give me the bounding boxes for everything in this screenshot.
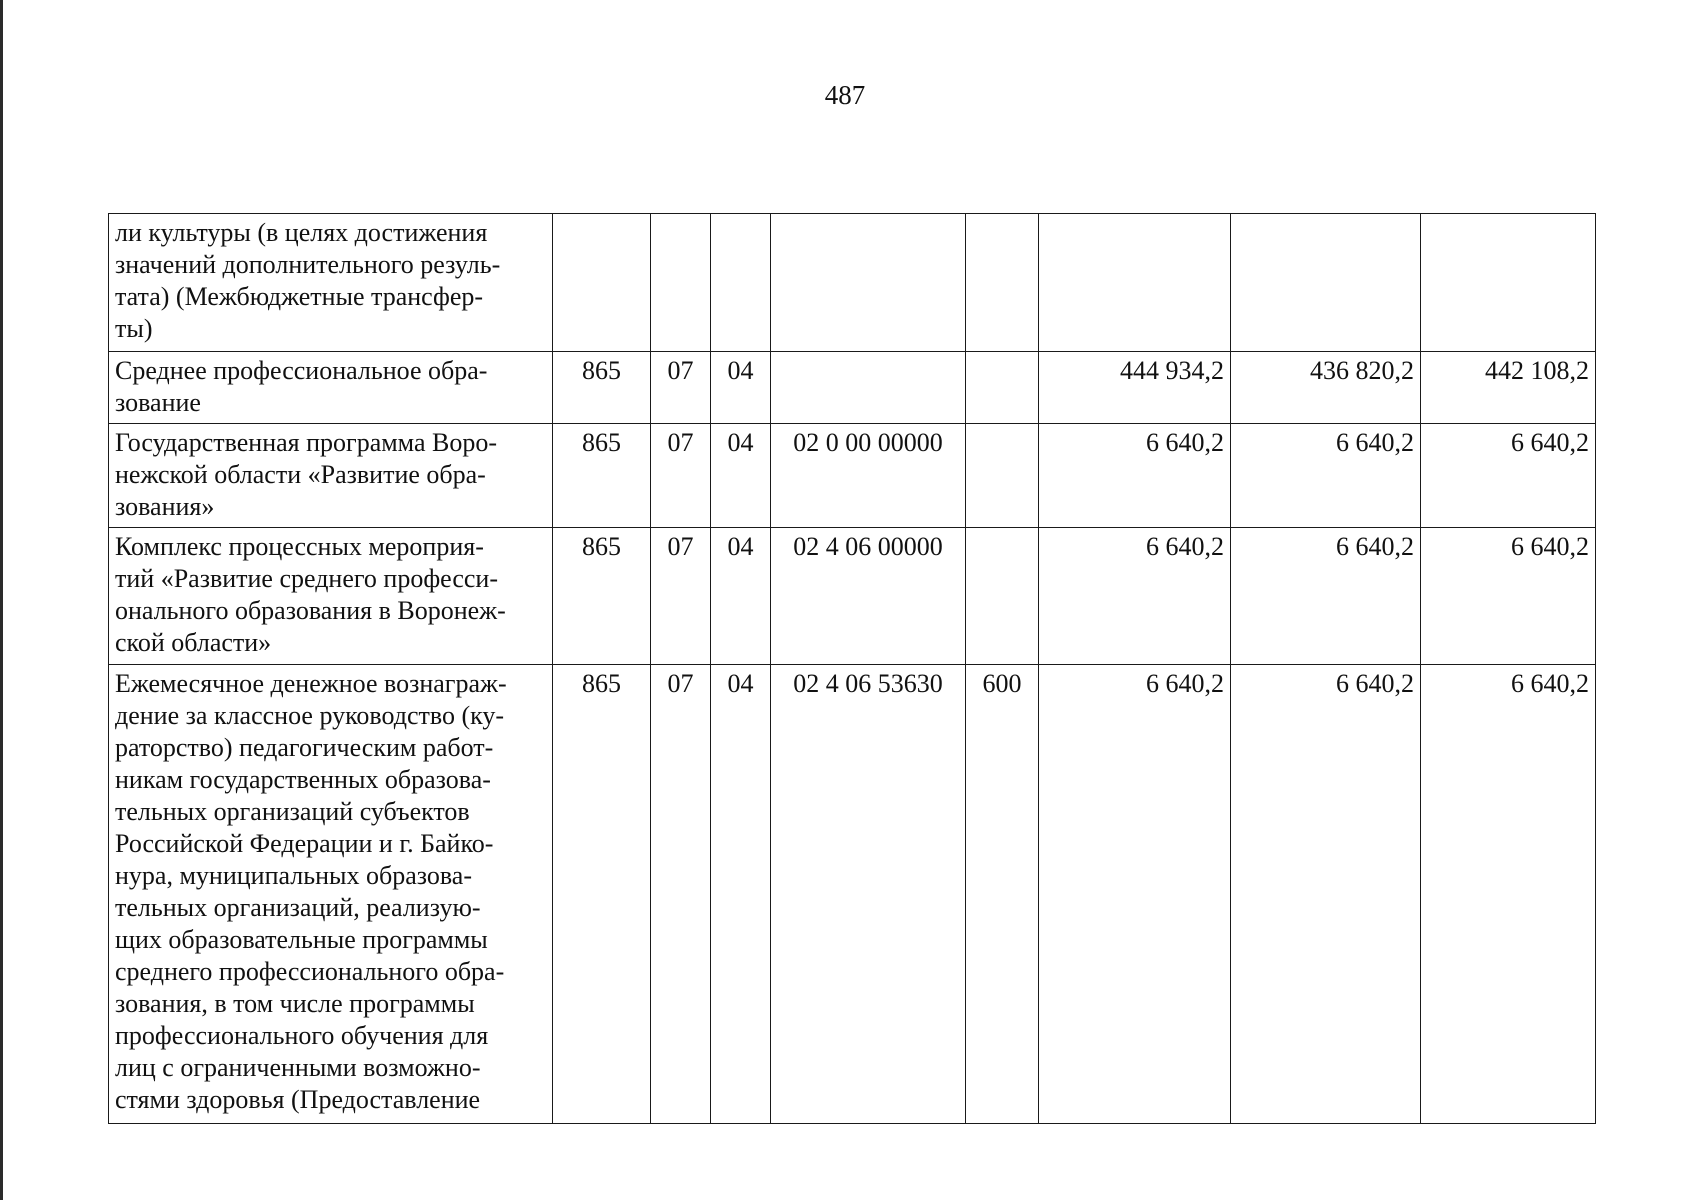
name-line: нежской области «Развитие обра-: [115, 460, 486, 489]
gr-cell: 865: [553, 424, 651, 528]
name-line: Комплекс процессных мероприя-: [115, 532, 484, 561]
year2-cell: [1231, 214, 1421, 352]
vr-cell: [966, 352, 1039, 424]
name-line: ли культуры (в целях достижения: [115, 218, 488, 247]
name-line: раторство) педагогическим работ-: [115, 733, 494, 762]
gr-cell: 865: [553, 352, 651, 424]
rz-cell: [651, 214, 711, 352]
year1-cell: 444 934,2: [1039, 352, 1231, 424]
name-line: Ежемесячное денежное вознаграж-: [115, 669, 507, 698]
row-name-cell: [109, 352, 553, 424]
rz-cell: 07: [651, 665, 711, 1124]
name-line: Государственная программа Воро-: [115, 428, 498, 457]
name-line: тата) (Межбюджетные трансфер-: [115, 282, 484, 311]
year2-cell: 436 820,2: [1231, 352, 1421, 424]
name-line: никам государственных образова-: [115, 765, 491, 794]
year1-cell: 6 640,2: [1039, 528, 1231, 665]
year1-cell: 6 640,2: [1039, 665, 1231, 1124]
name-line: Среднее профессиональное обра-: [115, 356, 488, 385]
gr-cell: [553, 214, 651, 352]
name-line: тий «Развитие среднего професси-: [115, 564, 499, 593]
csr-cell: [771, 352, 966, 424]
pr-cell: 04: [711, 528, 771, 665]
year3-cell: 6 640,2: [1421, 665, 1596, 1124]
name-line: онального образования в Воронеж-: [115, 596, 506, 625]
table-row: [109, 528, 1596, 665]
table-row: [109, 214, 1596, 352]
rz-cell: 07: [651, 424, 711, 528]
csr-cell: 02 4 06 00000: [771, 528, 966, 665]
vr-cell: [966, 528, 1039, 665]
vr-cell: [966, 214, 1039, 352]
table-row: [109, 665, 1596, 1124]
year2-cell: 6 640,2: [1231, 528, 1421, 665]
scan-left-edge: [0, 0, 3, 1200]
name-line: тельных организаций субъектов: [115, 797, 470, 826]
vr-cell: [966, 424, 1039, 528]
name-line: ской области»: [115, 628, 272, 657]
pr-cell: [711, 214, 771, 352]
name-line: тельных организаций, реализую-: [115, 893, 481, 922]
year3-cell: 442 108,2: [1421, 352, 1596, 424]
csr-cell: 02 0 00 00000: [771, 424, 966, 528]
name-line: зование: [115, 388, 201, 417]
name-line: нура, муниципальных образова-: [115, 861, 472, 890]
row-name-cell: [109, 214, 553, 352]
vr-cell: 600: [966, 665, 1039, 1124]
year3-cell: 6 640,2: [1421, 424, 1596, 528]
year3-cell: 6 640,2: [1421, 528, 1596, 665]
name-line: зования, в том числе программы: [115, 989, 475, 1018]
pr-cell: 04: [711, 352, 771, 424]
year2-cell: 6 640,2: [1231, 665, 1421, 1124]
year3-cell: [1421, 214, 1596, 352]
name-line: зования»: [115, 492, 215, 521]
gr-cell: 865: [553, 665, 651, 1124]
year2-cell: 6 640,2: [1231, 424, 1421, 528]
csr-cell: 02 4 06 53630: [771, 665, 966, 1124]
csr-cell: [771, 214, 966, 352]
table-row: [109, 424, 1596, 528]
table-row: [109, 352, 1596, 424]
rz-cell: 07: [651, 528, 711, 665]
name-line: дение за классное руководство (ку-: [115, 701, 505, 730]
row-name-cell: [109, 528, 553, 665]
name-line: Российской Федерации и г. Байко-: [115, 829, 494, 858]
name-line: значений дополнительного резуль-: [115, 250, 501, 279]
budget-table: [108, 213, 1596, 1124]
name-line: щих образовательные программы: [115, 925, 488, 954]
year1-cell: [1039, 214, 1231, 352]
pr-cell: 04: [711, 665, 771, 1124]
year1-cell: 6 640,2: [1039, 424, 1231, 528]
name-line: лиц с ограниченными возможно-: [115, 1053, 481, 1082]
pr-cell: 04: [711, 424, 771, 528]
row-name-cell: [109, 424, 553, 528]
name-line: среднего профессионального обра-: [115, 957, 505, 986]
page-number: 487: [824, 80, 866, 110]
rz-cell: 07: [651, 352, 711, 424]
name-line: профессионального обучения для: [115, 1021, 489, 1050]
name-line: ты): [115, 314, 153, 343]
name-line: стями здоровья (Предоставление: [115, 1085, 481, 1114]
gr-cell: 865: [553, 528, 651, 665]
row-name-cell: [109, 665, 553, 1124]
